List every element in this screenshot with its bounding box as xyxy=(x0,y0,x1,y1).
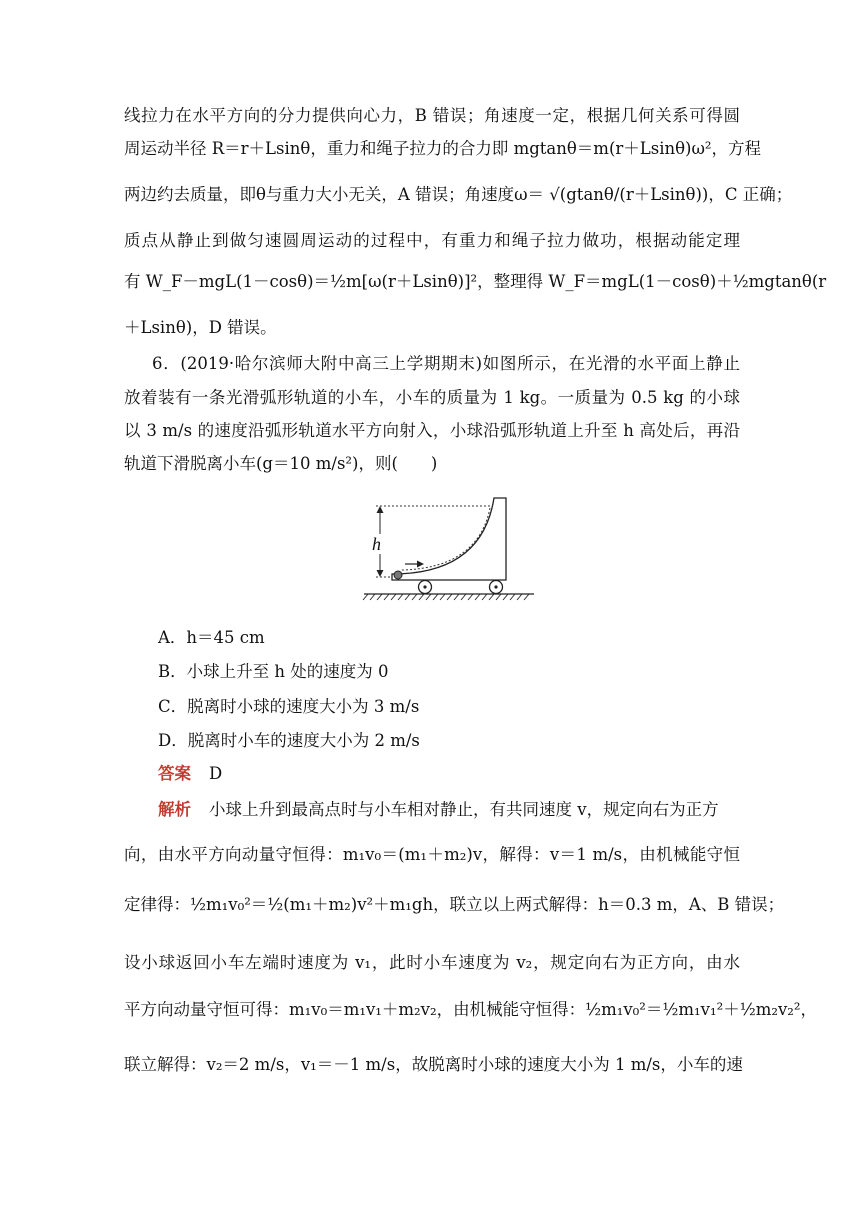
analysis-line-1 xyxy=(158,798,740,822)
analysis-line-2: 向，由水平方向动量守恒得：m₁v₀＝(m₁＋m₂)v，解得：v＝1 m/s，由机械能守恒 xyxy=(124,845,740,864)
height-arrow-bottom-head xyxy=(377,570,384,577)
left-wheel-axle xyxy=(423,585,426,588)
right-wheel-axle xyxy=(494,585,497,588)
option-c: C．脱离时小球的速度大小为 3 m/s xyxy=(158,697,420,716)
question-line-3: 以 3 m/s 的速度沿弧形轨道水平方向射入，小球沿弧形轨道上升至 h 高处后，再沿 xyxy=(124,421,740,440)
question-line-1: 6．(2019·哈尔滨师大附中高三上学期期末)如图所示，在光滑的水平面上静止 xyxy=(152,354,740,373)
h-label: h xyxy=(372,534,381,554)
answer-line xyxy=(158,762,774,786)
text-line-3: 两边约去质量，即θ与重力大小无关，A 错误；角速度ω＝ √(gtanθ/(r＋Lsinθ))，C 正确； xyxy=(124,185,793,204)
cart-track-diagram xyxy=(362,496,542,606)
analysis-line-6: 联立解得：v₂＝2 m/s，v₁＝－1 m/s，故脱离时小球的速度大小为 1 m/s，小车的速 xyxy=(124,1055,743,1074)
question-line-4: 轨道下滑脱离小车(g＝10 m/s²)，则( ) xyxy=(124,454,438,473)
text-line-6: ＋Lsinθ)，D 错误。 xyxy=(124,318,277,337)
option-a: A．h＝45 cm xyxy=(158,628,265,647)
text-line-1: 线拉力在水平方向的分力提供向心力，B 错误；角速度一定，根据几何关系可得圆 xyxy=(124,106,740,125)
text-line-5: 有 W_F－mgL(1－cosθ)＝½m[ω(r＋Lsinθ)]²，整理得 W_F＝mgL(1－cosθ)＋½mgtanθ(r xyxy=(124,272,827,291)
option-b: B．小球上升至 h 处的速度为 0 xyxy=(158,662,389,681)
ball xyxy=(394,571,402,579)
analysis-line-3: 定律得：½m₁v₀²＝½(m₁＋m₂)v²＋m₁gh，联立以上两式解得：h＝0.3 m，A、B 错误； xyxy=(124,895,785,914)
answer-label: 答案 xyxy=(158,764,191,783)
text-line-4: 质点从静止到做匀速圆周运动的过程中，有重力和绳子拉力做功，根据动能定理 xyxy=(124,231,740,250)
text-line-2: 周运动半径 R＝r＋Lsinθ，重力和绳子拉力的合力即 mgtanθ＝m(r＋Lsinθ)ω²，方程 xyxy=(124,139,762,158)
analysis-line-5: 平方向动量守恒可得：m₁v₀＝m₁v₁＋m₂v₂，由机械能守恒得：½m₁v₀²＝½m₁v₁²＋½m₂v₂²， xyxy=(124,1000,817,1019)
ground-hatching xyxy=(363,594,529,600)
answer-value: D xyxy=(209,764,223,783)
analysis-line-4: 设小球返回小车左端时速度为 v₁，此时小车速度为 v₂，规定向右为正方向，由水 xyxy=(124,953,740,972)
analysis-label: 解析 xyxy=(158,800,191,819)
analysis-text-1: 小球上升到最高点时与小车相对静止，有共同速度 v，规定向右为正方 xyxy=(209,800,719,819)
question-line-2: 放着装有一条光滑弧形轨道的小车，小车的质量为 1 kg。一质量为 0.5 kg 的小球 xyxy=(124,388,740,407)
option-d: D．脱离时小车的速度大小为 2 m/s xyxy=(158,731,420,750)
height-arrow-top-head xyxy=(377,506,384,513)
cart-body xyxy=(392,498,506,580)
velocity-arrow-head xyxy=(417,561,424,568)
